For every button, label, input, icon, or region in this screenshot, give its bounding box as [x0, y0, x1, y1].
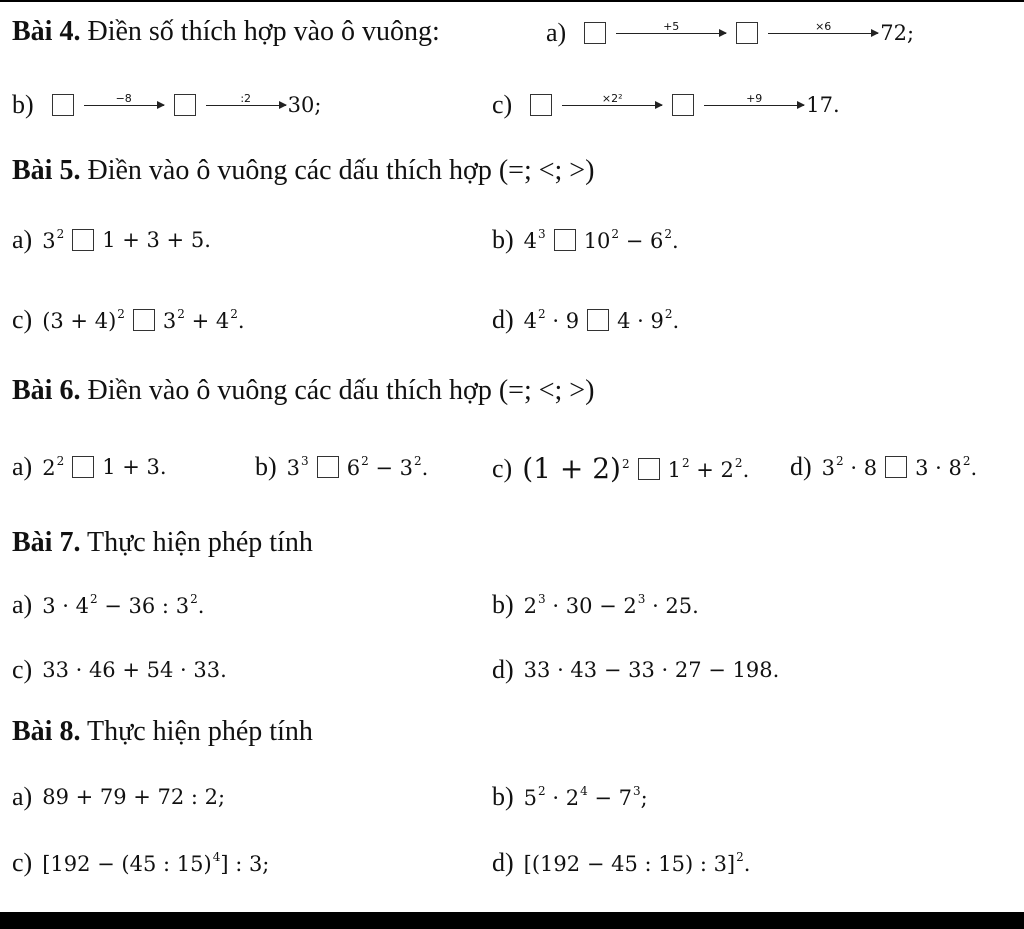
arrow-op: ×6	[768, 20, 878, 34]
answer-box[interactable]	[584, 22, 606, 44]
answer-box[interactable]	[530, 94, 552, 116]
answer-box[interactable]	[317, 456, 339, 478]
exercise-8d: d) [(192 − 45 : 15) : 3]$^2$.	[492, 848, 751, 877]
exercise-6b: b) $3^3$ $6^2 - 3^2$.	[255, 452, 429, 481]
arrow-op: :2	[206, 92, 286, 106]
arrow-op: −8	[84, 92, 164, 106]
answer-box[interactable]	[72, 456, 94, 478]
bottom-border	[0, 912, 1024, 929]
exercise-5-title: Bài 5. Điền vào ô vuông các dấu thích hợp (=; <; >)	[12, 155, 595, 186]
exercise-4-title: Bài 4. Điền số thích hợp vào ô vuông:	[12, 16, 440, 47]
exercise-8a: a) 89 + 79 + 72 : 2;	[12, 782, 226, 811]
top-border	[0, 0, 1024, 2]
answer-box[interactable]	[885, 456, 907, 478]
exercise-7-title: Bài 7. Thực hiện phép tính	[12, 527, 313, 558]
exercise-4b: b) −8 :2 30 ;	[12, 90, 322, 119]
exercise-8c: c) [192 − (45 : 15)$^4$] : 3;	[12, 848, 270, 877]
answer-box[interactable]	[72, 229, 94, 251]
answer-box[interactable]	[638, 458, 660, 480]
answer-box[interactable]	[587, 309, 609, 331]
exercise-5a: a) $3^2$ 1 + 3 + 5.	[12, 225, 211, 254]
answer-box[interactable]	[672, 94, 694, 116]
exercise-4a: a) +5 ×6 72 ;	[546, 18, 915, 47]
exercise-7c: c) 33 · 46 + 54 · 33.	[12, 655, 227, 684]
answer-box[interactable]	[133, 309, 155, 331]
exercise-7b: b) $2^3 \cdot 30 - 2^3 \cdot 25$.	[492, 590, 699, 619]
arrow-op: +9	[704, 92, 804, 106]
exercise-6-title: Bài 6. Điền vào ô vuông các dấu thích hợp (=; <; >)	[12, 375, 595, 406]
exercise-6c: c) $(1 + 2)^2$ $1^2 + 2^2$.	[492, 452, 750, 485]
exercise-6d: d) $3^2 \cdot 8$ $3 \cdot 8^2$.	[790, 452, 978, 481]
exercise-8b: b) $5^2 \cdot 2^4 - 7^3$;	[492, 782, 648, 811]
exercise-5c: c) $(3 + 4)^2$ $3^2 + 4^2$.	[12, 305, 245, 334]
exercise-5d: d) $4^2 \cdot 9$ $4 \cdot 9^2$.	[492, 305, 680, 334]
exercise-7a: a) $3 \cdot 4^2 - 36$ : $3^2$.	[12, 590, 205, 619]
exercise-6a: a) $2^2$ 1 + 3.	[12, 452, 167, 481]
exercise-8-title: Bài 8. Thực hiện phép tính	[12, 716, 313, 747]
answer-box[interactable]	[736, 22, 758, 44]
answer-box[interactable]	[174, 94, 196, 116]
arrow-op: +5	[616, 20, 726, 34]
exercise-5b: b) $4^3$ $10^2 - 6^2$.	[492, 225, 679, 254]
answer-box[interactable]	[554, 229, 576, 251]
arrow-op: ×2²	[562, 92, 662, 106]
answer-box[interactable]	[52, 94, 74, 116]
exercise-7d: d) 33 · 43 − 33 · 27 − 198.	[492, 655, 780, 684]
exercise-4c: c) ×2² +9 17 .	[492, 90, 840, 119]
